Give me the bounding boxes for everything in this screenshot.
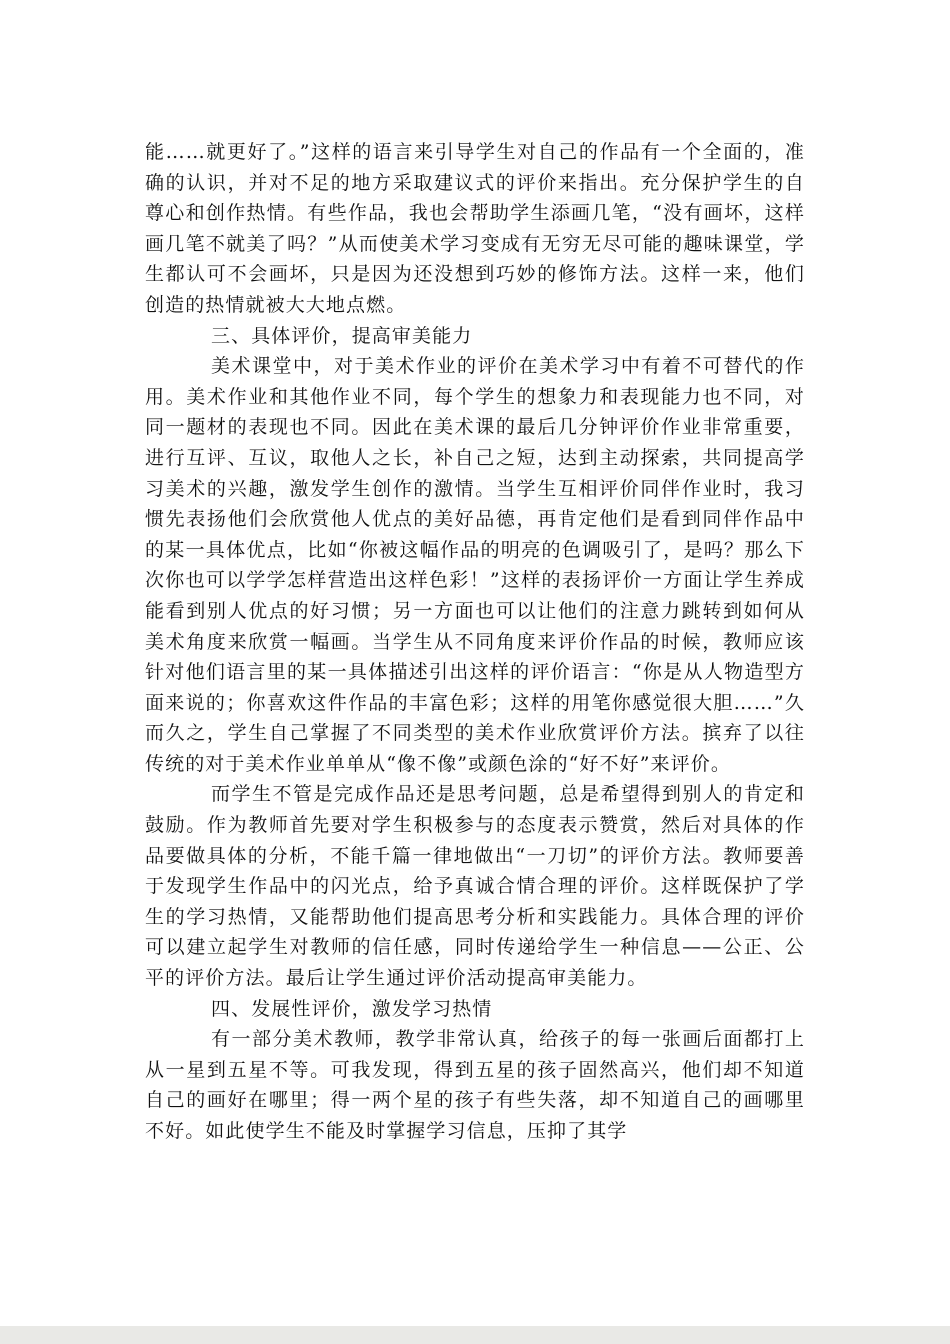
- paragraph-continuation: 能……就更好了。”这样的语言来引导学生对自己的作品有一个全面的，准确的认识，并对不足的地方采取建议式的评价来指出。充分保护学生的自尊心和创作热情。有些作品，我也会帮助学生添画几笔，“没有画坏，这样画几笔不就美了吗？”从而使美术学习变成有无穷无尽可能的趣味课堂，学生都认可不会画坏，只是因为还没想到巧妙的修饰方法。这样一来，他们创造的热情就被大大地点燃。: [145, 141, 805, 316]
- document-body: [145, 137, 805, 1147]
- page-bottom-strip: [0, 1326, 950, 1344]
- paragraph-encouragement: 而学生不管是完成作品还是思考问题，总是希望得到别人的肯定和鼓励。作为教师首先要对学生积极参与的态度表示赞赏，然后对具体的作品要做具体的分析，不能千篇一律地做出“一刀切”的评价方法。教师要善于发现学生作品中的闪光点，给予真诚合情合理的评价。这样既保护了学生的学习热情，又能帮助他们提高思考分析和实践能力。具体合理的评价可以建立起学生对教师的信任感，同时传递给学生一种信息——公正、公平的评价方法。最后让学生通过评价活动提高审美能力。: [145, 783, 805, 990]
- paragraph-developmental-evaluation: 有一部分美术教师，教学非常认真，给孩子的每一张画后面都打上从一星到五星不等。可我发现，得到五星的孩子固然高兴，他们却不知道自己的画好在哪里；得一两个星的孩子有些失落，却不知道自己的画哪里不好。如此使学生不能及时掌握学习信息，压抑了其学: [145, 1028, 805, 1142]
- section-heading-four: 四、发展性评价，激发学习热情: [211, 997, 493, 1020]
- paragraph-specific-evaluation: 美术课堂中，对于美术作业的评价在美术学习中有着不可替代的作用。美术作业和其他作业不同，每个学生的想象力和表现能力也不同，对同一题材的表现也不同。因此在美术课的最后几分钟评价作业非常重要，进行互评、互议，取他人之长，补自己之短，达到主动探索，共同提高学习美术的兴趣，激发学生创作的激情。当学生互相评价同伴作业时，我习惯先表扬他们会欣赏他人优点的美好品德，再肯定他们是看到同伴作品中的某一具体优点，比如“你被这幅作品的明亮的色调吸引了，是吗？那么下次你也可以学学怎样营造出这样色彩！”这样的表扬评价一方面让学生养成能看到别人优点的好习惯；另一方面也可以让他们的注意力跳转到如何从美术角度来欣赏一幅画。当学生从不同角度来评价作品的时候，教师应该针对他们语言里的某一具体描述引出这样的评价语言：“你是从人物造型方面来说的；你喜欢这件作品的丰富色彩；这样的用笔你感觉很大胆……”久而久之，学生自己掌握了不同类型的美术作业欣赏评价方法。摈弃了以往传统的对于美术作业单单从“像不像”或颜色涂的“好不好”来评价。: [145, 355, 805, 775]
- section-heading-three: 三、具体评价，提高审美能力: [211, 324, 473, 347]
